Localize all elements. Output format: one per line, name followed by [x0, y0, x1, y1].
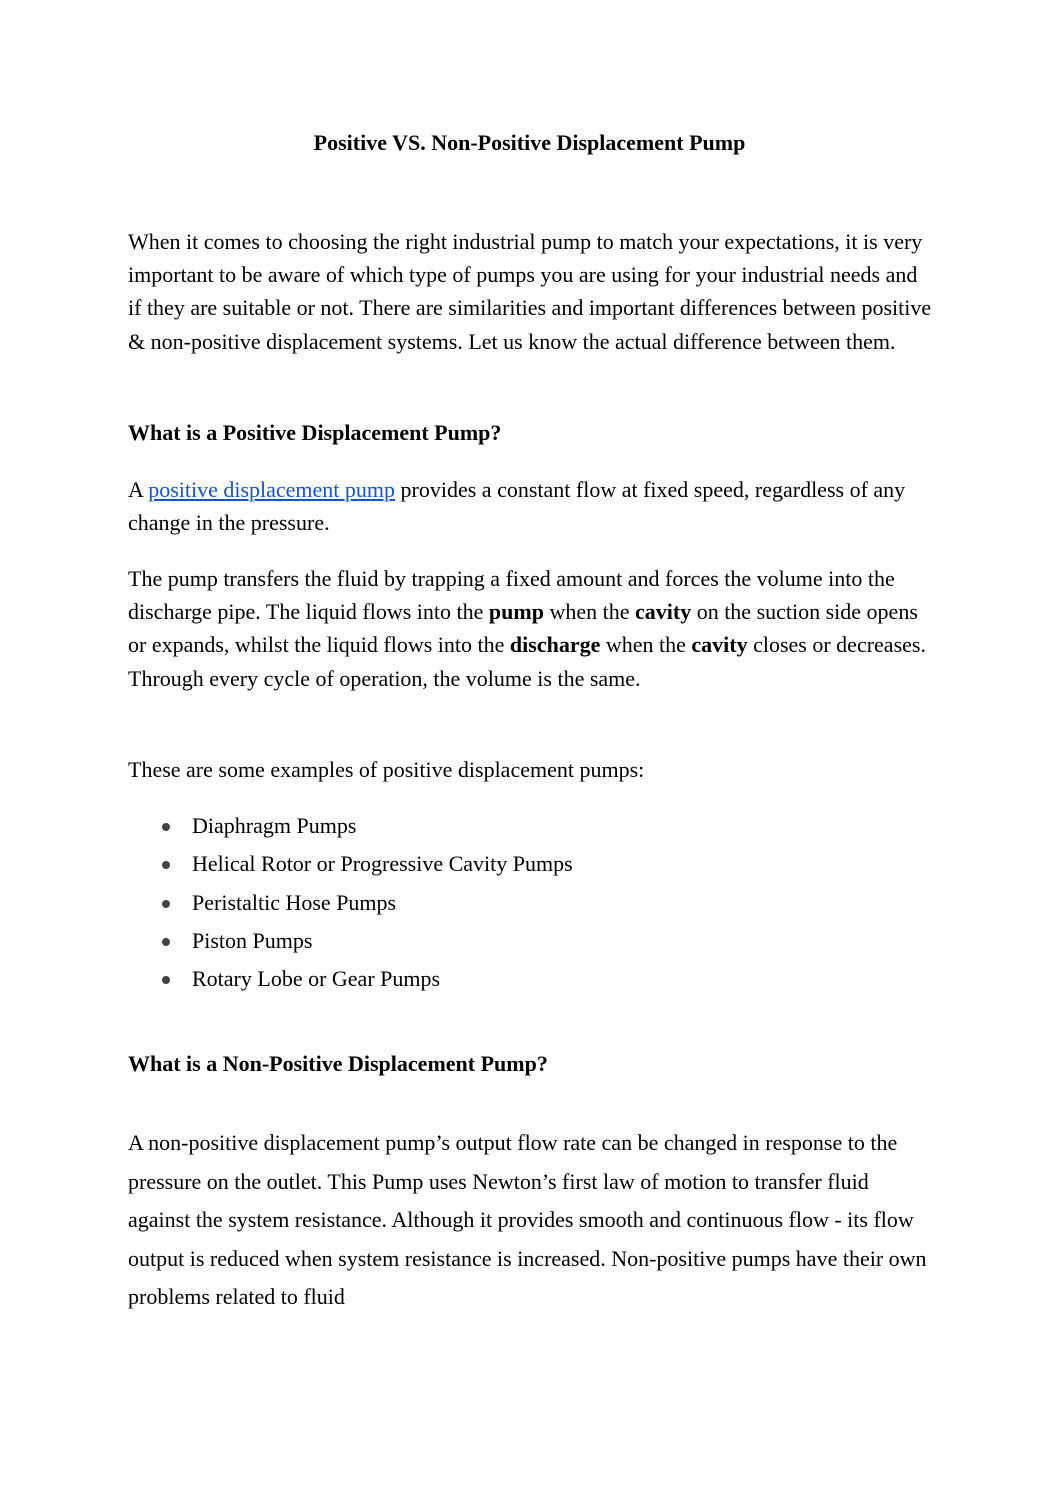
para1-suffix: provides a constant flow at fixed speed, regardless of any change in the pressure. — [128, 477, 906, 536]
p2-bold-discharge: discharge — [509, 632, 601, 658]
section1-paragraph-2 — [128, 562, 933, 695]
section1-para1-block — [128, 473, 933, 539]
list-item-label: Diaphragm Pumps — [192, 813, 357, 838]
positive-displacement-pump-link[interactable]: positive displacement pump — [148, 477, 396, 502]
list-item-label: Piston Pumps — [192, 927, 313, 953]
list-item-label: Rotary Lobe or Gear Pumps — [192, 966, 441, 992]
list-item — [160, 810, 573, 848]
list-item-label: Peristaltic Hose Pumps — [192, 889, 397, 915]
section1-para2-block — [128, 562, 933, 695]
bullet-icon — [162, 900, 170, 908]
p2-text-3: on the suction side opens or expands, whilst the liquid flows into the — [128, 599, 918, 658]
section2-paragraph-1: A non-positive displacement pump’s output flow rate can be changed in response to the pressure on the outlet. This Pump uses Newton’s first law of motion to transfer fluid against the system resistance. Although it provides smooth and continuous flow - its flow output is reduced when system resistance is increased. Non-positive pumps have their own problems related to fluid — [128, 1130, 927, 1309]
intro-paragraph: When it comes to choosing the right industrial pump to match your expectations, it is very important to be aware of which type of pumps you are using for your industrial needs and if they are suitable or not. There are similarities and important differences between positive & non-positive displacement systems. Let us know the actual difference between them. — [128, 229, 932, 354]
bullet-icon — [162, 861, 170, 869]
section2-heading: What is a Non-Positive Displacement Pump? — [128, 1051, 548, 1076]
list-item — [160, 963, 573, 1001]
p2-text-2: when the — [543, 599, 635, 625]
para1-prefix: A — [128, 477, 149, 502]
pump-examples-list — [160, 810, 573, 1001]
section1-heading: What is a Positive Displacement Pump? — [128, 420, 502, 445]
bullet-icon — [162, 823, 170, 831]
section1-para3-block — [128, 753, 933, 786]
section1-paragraph-1 — [128, 473, 933, 539]
section1-paragraph-3: These are some examples of positive displacement pumps: — [128, 757, 645, 782]
bullet-icon — [162, 938, 170, 946]
list-item — [160, 887, 573, 925]
p2-text-1: The pump transfers the fluid by trapping a fixed amount and forces the volume into the discharge pipe. The liquid flows into the — [128, 566, 895, 625]
list-item — [160, 848, 573, 886]
section2-heading-block — [128, 1047, 933, 1080]
p2-bold-cavity-2: cavity — [691, 632, 748, 658]
intro-block — [128, 225, 933, 358]
list-item — [160, 925, 573, 963]
p2-bold-cavity-1: cavity — [634, 599, 692, 625]
p2-bold-pump: pump — [488, 599, 544, 625]
p2-text-5: closes or decreases. Through every cycle of operation, the volume is the same. — [128, 632, 926, 691]
section2-para1-block — [128, 1124, 933, 1317]
section1-heading-block — [128, 416, 933, 449]
list-item-label: Helical Rotor or Progressive Cavity Pumps — [192, 851, 573, 877]
bullet-icon — [162, 976, 170, 984]
document-title: Positive VS. Non-Positive Displacement Pump — [313, 130, 746, 155]
p2-text-4: when the — [600, 632, 692, 658]
